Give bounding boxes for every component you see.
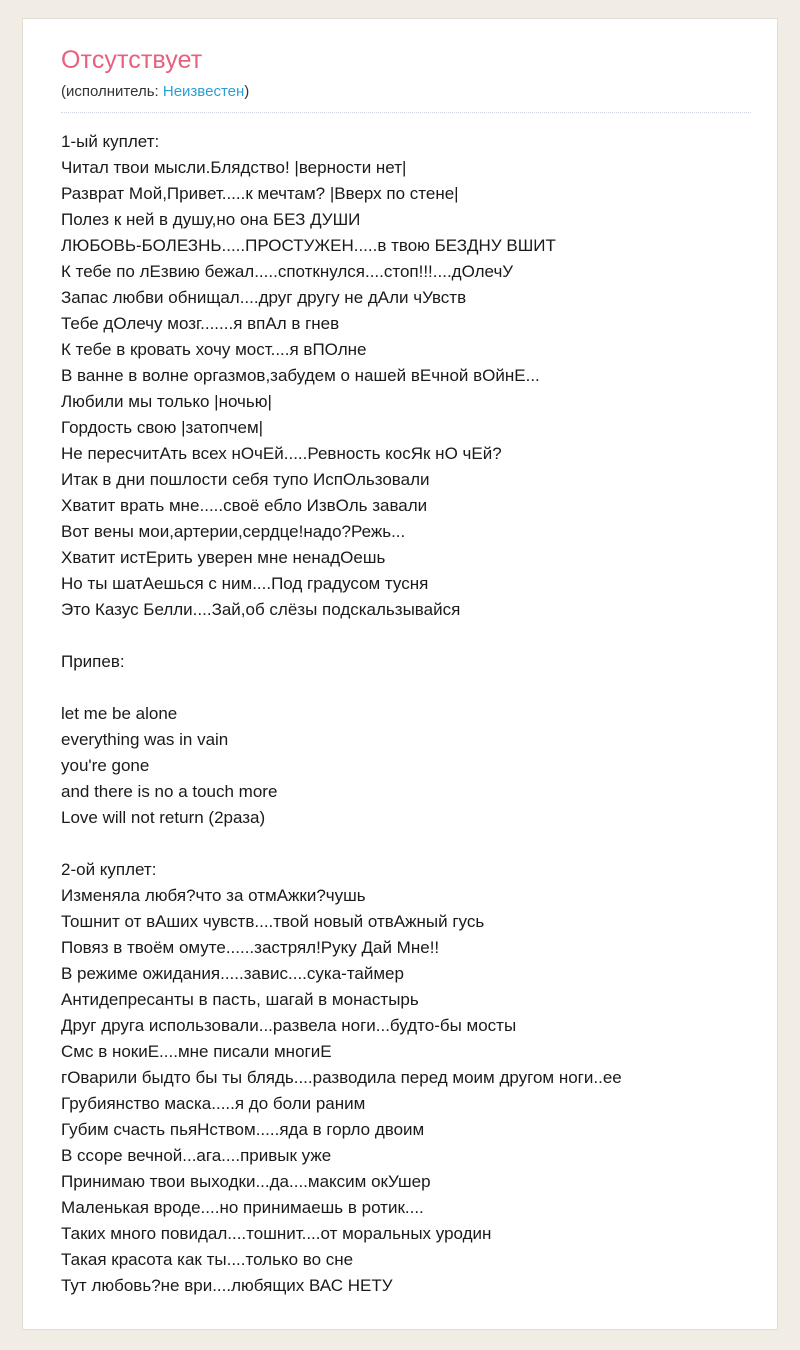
lyrics-line: ЛЮБОВЬ-БОЛЕЗНЬ.....ПРОСТУЖЕН.....в твою БЕЗДНУ ВШИТ — [61, 235, 556, 255]
lyrics-line: let me be alone — [61, 703, 178, 723]
lyrics-line: Полез к ней в душу,но она БЕЗ ДУШИ — [61, 209, 361, 229]
lyrics-line: Друг друга использовали...развела ноги...будто-бы мосты — [61, 1015, 517, 1035]
lyrics-line: Хватит истЕрить уверен мне ненадОешь — [61, 547, 386, 567]
lyrics-line: Таких много повидал....тошнит....от моральных уродин — [61, 1223, 492, 1243]
page-title: Отсутствует — [61, 46, 203, 74]
lyrics-sheet — [22, 18, 778, 1330]
lyrics-line: Тебе дОлечу мозг.......я впАл в гнев — [61, 313, 340, 333]
lyrics-line: Маленькая вроде....но принимаешь в ротик.... — [61, 1197, 424, 1217]
lyrics-line: В ссоре вечной...ага....привык уже — [61, 1145, 332, 1165]
lyrics-line: and there is no a touch more — [61, 781, 278, 801]
lyrics-line: 2-ой куплет: — [61, 859, 157, 879]
lyrics-blank-line — [61, 831, 751, 857]
lyrics-line: В ванне в волне оргазмов,забудем о нашей вЕчной вОйнЕ... — [61, 365, 540, 385]
lyrics-blank-line — [61, 675, 751, 701]
lyrics-line: К тебе по лЕзвию бежал.....споткнулся....стоп!!!....дОлечУ — [61, 261, 514, 281]
lyrics-line: Это Казус Белли....Зай,об слёзы подскальзывайся — [61, 599, 461, 619]
lyrics-line: Смс в нокиЕ....мне писали многиЕ — [61, 1041, 332, 1061]
lyrics-line: Антидепресанты в пасть, шагай в монастырь — [61, 989, 419, 1009]
lyrics-line: Читал твои мысли.Блядство! |верности нет| — [61, 157, 407, 177]
lyrics-line: Губим счасть пьяНством.....яда в горло двоим — [61, 1119, 425, 1139]
artist-link[interactable]: Неизвестен — [162, 82, 245, 100]
lyrics-line: К тебе в кровать хочу мост....я вПОлне — [61, 339, 367, 359]
lyrics-line: Хватит врать мне.....своё ебло ИзвОль завали — [61, 495, 428, 515]
lyrics-line: Тошнит от вАших чувств....твой новый отвАжный гусь — [61, 911, 485, 931]
lyrics-line: Принимаю твои выходки...да....максим окУшер — [61, 1171, 431, 1191]
lyrics-line: Вот вены мои,артерии,сердце!надо?Режь... — [61, 521, 406, 541]
lyrics-line: Изменяла любя?что за отмАжки?чушь — [61, 885, 366, 905]
lyrics-line: Любили мы только |ночью| — [61, 391, 272, 411]
lyrics-line: Love will not return (2раза) — [61, 807, 266, 827]
lyrics-blank-line — [61, 623, 751, 649]
lyrics-line: Гордость свою |затопчем| — [61, 417, 264, 437]
lyrics-line: 1-ый куплет: — [61, 131, 160, 151]
lyrics-body — [61, 129, 751, 1299]
lyrics-line: Грубиянство маска.....я до боли раним — [61, 1093, 366, 1113]
lyrics-line: everything was in vain — [61, 729, 229, 749]
lyrics-line: Разврат Мой,Привет.....к мечтам? |Вверх по стене| — [61, 183, 459, 203]
artist-suffix-label: ) — [244, 82, 250, 100]
lyrics-line: you're gone — [61, 755, 150, 775]
lyrics-line: Не пересчитАть всех нОчЕй.....Ревность косЯк нО чЕй? — [61, 443, 502, 463]
lyrics-line: В режиме ожидания.....завис....сука-таймер — [61, 963, 404, 983]
lyrics-line: Но ты шатАешься с ним....Под градусом тусня — [61, 573, 429, 593]
lyrics-line: Такая красота как ты....только во сне — [61, 1249, 354, 1269]
lyrics-line: гОварили быдто бы ты блядь....разводила перед моим другом ноги..ее — [61, 1067, 622, 1087]
lyrics-line: Запас любви обнищал....друг другу не дАли чУвств — [61, 287, 467, 307]
artist-line — [61, 83, 751, 113]
artist-prefix-label: (исполнитель: — [61, 82, 163, 100]
lyrics-line: Повяз в твоём омуте......застрял!Руку Дай Мне!! — [61, 937, 440, 957]
lyrics-line: Итак в дни пошлости себя тупо ИспОльзовали — [61, 469, 430, 489]
lyrics-line: Припев: — [61, 651, 125, 671]
lyrics-line: Тут любовь?не ври....любящих ВАС НЕТУ — [61, 1275, 393, 1295]
